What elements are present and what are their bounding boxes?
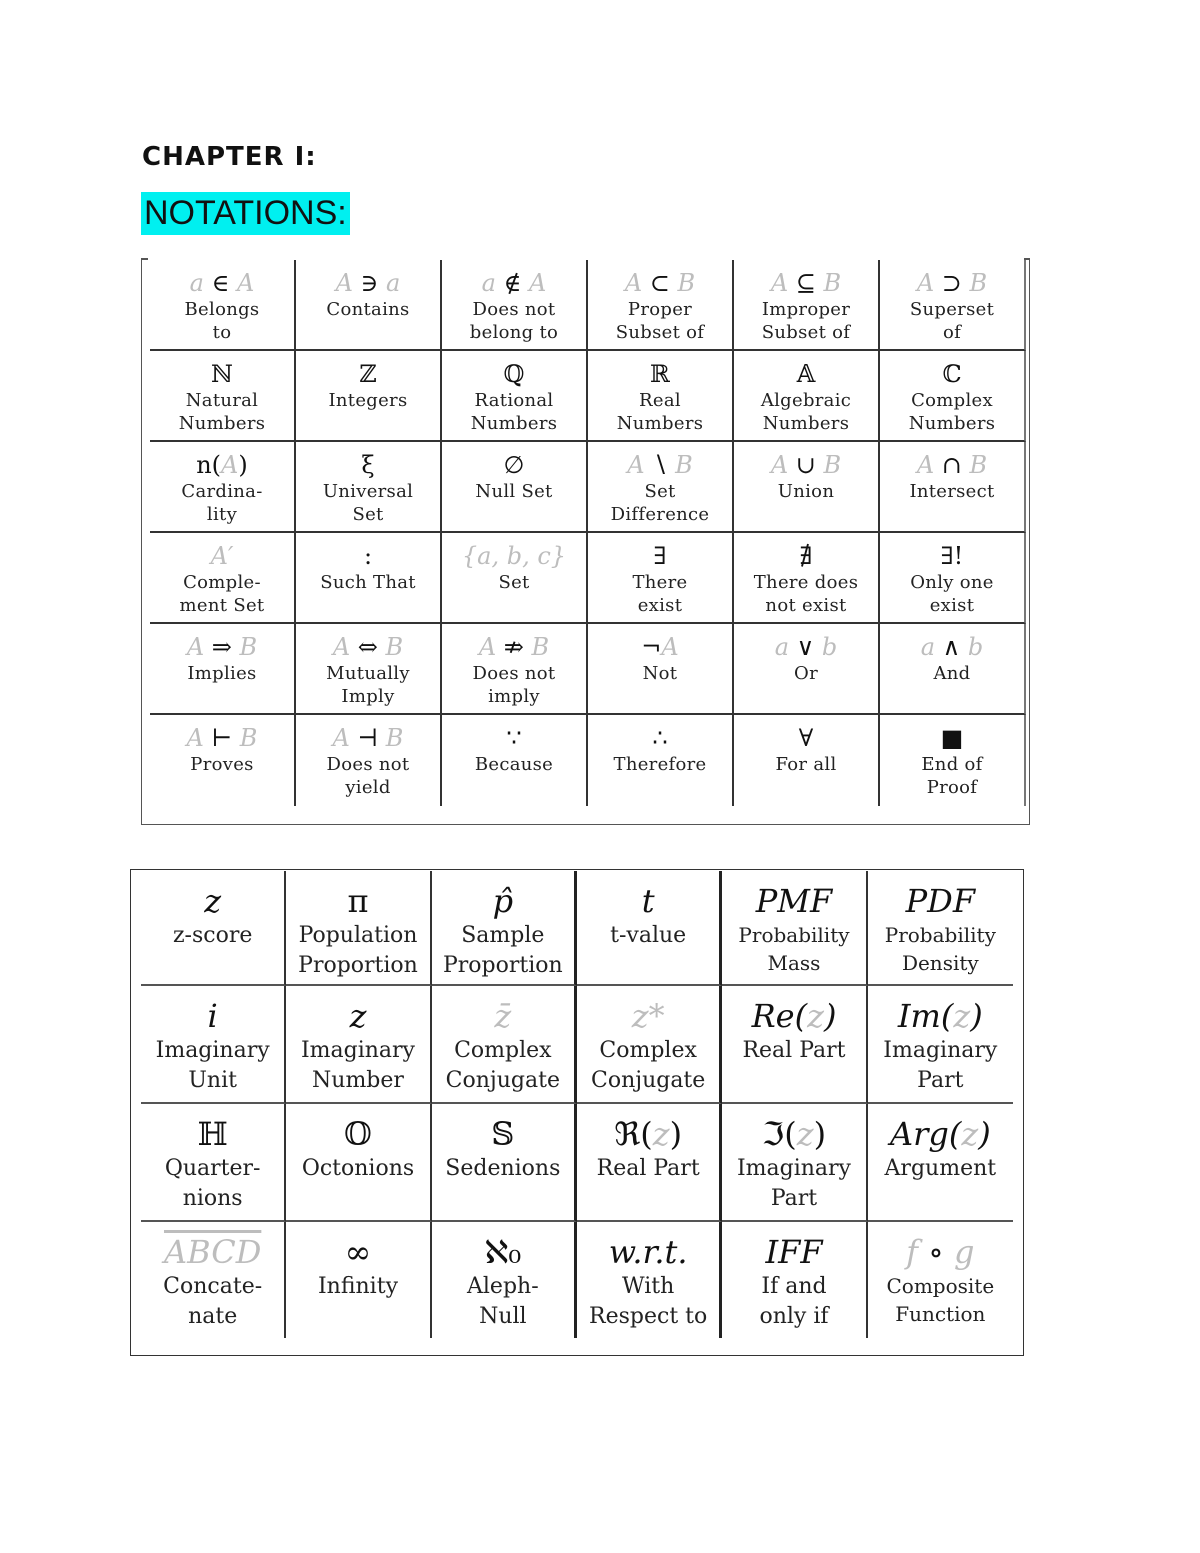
symbol-operand: z [796,1115,814,1153]
notation-label: Imaginary Part [736,1156,851,1211]
symbol-operand: a [189,269,204,297]
notation-symbol [187,723,258,753]
notation-cell [141,1222,286,1338]
symbol-operator: ■ [940,724,964,752]
symbol-operand: A [186,633,205,661]
notation-symbol [650,359,670,389]
symbol-operand: z [961,1115,979,1153]
symbol-operator: n( [196,451,222,479]
symbol-main: f [906,1233,918,1271]
notation-label: If and only if [759,1274,829,1329]
symbol-operand: A′ [210,542,234,570]
notation-symbol [484,1232,521,1272]
notation-symbol [797,359,816,389]
notation-symbol [642,881,655,921]
notation-label: z-score [172,923,253,948]
notation-label: Imaginary Number [300,1038,415,1093]
symbol-operand: B [385,633,404,661]
notation-label: With Respect to [589,1274,708,1329]
notation-cell [588,442,734,533]
symbol-main: π [347,882,369,920]
symbol-main: ℍ [197,1115,228,1153]
symbol-operator: ⊣ [349,724,386,752]
notation-label: Cardina- lity [181,481,263,525]
notation-symbol [898,996,983,1036]
symbol-operand: b [821,633,838,661]
notation-label: Probability Mass [738,923,850,975]
symbol-operator: ∵ [506,724,522,752]
notation-symbol [494,996,511,1036]
notation-symbol [890,1114,991,1154]
symbol-operator: ∋ [353,269,387,297]
symbol-operand: A [332,724,350,752]
symbol-operator: ∨ [789,633,822,661]
symbol-operand: B [385,724,404,752]
section-heading: NOTATIONS: [141,192,350,235]
notation-symbol [906,1232,974,1272]
symbol-operator: ∪ [788,451,824,479]
notation-symbol [479,632,549,662]
symbol-operand: A [221,451,239,479]
symbol-operand: B [239,633,258,661]
notation-label: Intersect [909,481,995,502]
notation-cell [577,1222,722,1338]
notation-label: Proper Subset of [615,299,705,343]
notation-label: Complex Conjugate [445,1038,560,1093]
notation-label: Belongs to [184,299,260,343]
notation-symbol [462,541,566,571]
symbol-main: 𝕆 [344,1115,372,1153]
notation-label: Superset of [909,299,995,343]
notation-symbol [333,723,404,753]
notation-cell [722,871,867,986]
notation-label: Does not imply [472,663,556,707]
symbol-operator: ∈ [203,269,237,297]
notation-symbol [198,1114,228,1154]
notation-cell [880,442,1026,533]
symbol-operator: ⇒ [204,633,240,661]
notation-symbol [164,1232,261,1272]
notation-label: Union [777,481,835,502]
notation-symbol [506,723,521,753]
notation-label: There exist [632,572,688,616]
symbol-operand: a [386,269,401,297]
notation-label: Null Set [475,481,553,502]
notation-symbol [653,541,666,571]
symbol-operator: ) [970,997,983,1035]
notation-symbol [211,359,233,389]
notation-symbol [756,881,833,921]
notation-label: Contains [326,299,410,320]
symbol-main: ℜ( [614,1115,653,1153]
notation-cell [442,351,588,442]
symbol-operator: ¬ [641,633,662,661]
notation-cell [588,624,734,715]
notation-cell [296,351,442,442]
notation-symbol [941,541,964,571]
symbol-operand: {a, b, c} [461,542,567,570]
symbol-main: z [204,882,222,920]
symbol-operator: ℂ [942,360,962,388]
notation-cell [577,871,722,986]
notation-symbol [208,996,218,1036]
symbol-operator: ∉ [495,269,529,297]
symbol-operator: ℝ [650,360,670,388]
notation-label: Natural Numbers [178,390,266,434]
notation-symbol [762,1114,826,1154]
notation-label: For all [775,754,837,775]
notation-cell [722,986,867,1104]
notation-cell [150,533,296,624]
notation-symbol [347,881,368,921]
notation-label: Not [642,663,678,684]
notation-cell [286,871,431,986]
notation-label: Complex Numbers [908,390,996,434]
symbol-operator: ∩ [934,451,970,479]
notation-cell [150,260,296,351]
notation-symbol [775,632,838,662]
notation-label: End of Proof [921,754,983,798]
symbol-operand: A [335,269,353,297]
symbol-operand: B [677,269,696,297]
symbol-operand: A [770,269,789,297]
notation-cell [734,260,880,351]
symbol-operand: z [953,997,971,1035]
symbol-main: PDF [905,882,976,920]
notation-cell [286,1222,431,1338]
notation-cell [296,715,442,806]
notation-label: Set [498,572,530,593]
notation-symbol [196,450,248,480]
notation-symbol [942,359,961,389]
notation-cell [442,533,588,624]
symbol-operand: z [652,1115,670,1153]
notation-symbol [771,268,841,298]
notation-symbol [361,450,374,480]
symbol-operator: ⊢ [203,724,240,752]
symbol-operator: ⇏ [496,633,532,661]
symbol-operator: ∀ [798,724,814,752]
symbol-operand: B [969,269,988,297]
notation-label: Imaginary Part [883,1038,998,1093]
symbol-operand: b [967,633,984,661]
symbol-operator: ∧ [935,633,968,661]
notation-label: Sample Proportion [442,923,563,978]
notation-label: Set Difference [610,481,710,525]
symbol-operand: B [823,269,842,297]
notation-cell [432,1222,577,1338]
notation-cell [150,442,296,533]
notation-symbol [652,723,667,753]
notation-cell [734,624,880,715]
notation-cell [432,871,577,986]
symbol-operator: ξ [361,451,375,479]
symbol-main: w.r.t. [608,1233,688,1271]
notation-symbol [204,881,221,921]
symbol-operator: ⊃ [934,269,970,297]
notation-cell [141,986,286,1104]
symbol-operator: ) [823,997,837,1035]
notation-table-sets-logic [150,260,1026,806]
notation-label: Concate- nate [163,1274,263,1329]
notation-label: Proves [190,754,254,775]
notation-symbol [190,268,255,298]
symbol-main: Arg( [889,1115,962,1153]
notation-cell [880,351,1026,442]
notation-label: Such That [320,572,416,593]
notation-cell [432,1104,577,1222]
symbol-operand: A [916,451,935,479]
symbol-operand: B [675,451,693,479]
notation-cell [588,533,734,624]
symbol-operator: ⊆ [788,269,824,297]
notation-symbol [917,268,987,298]
notation-symbol [359,359,377,389]
notation-cell [150,715,296,806]
symbol-operator: ) [238,451,248,479]
notation-label: Probability Density [884,923,996,975]
symbol-main: p̂ [492,882,514,920]
notation-symbol [482,268,547,298]
notation-cell [868,1104,1013,1222]
symbol-operand: A [770,451,789,479]
notation-symbol [906,881,975,921]
symbol-operand: A [237,269,255,297]
notation-symbol [771,450,841,480]
symbol-operand: g [954,1233,975,1271]
notation-cell [286,1104,431,1222]
notation-label: Composite Function [886,1274,995,1326]
notation-symbol [917,450,987,480]
symbol-operator: ∅ [503,451,525,479]
notation-symbol [364,541,372,571]
notation-label: Octonions [301,1156,415,1181]
notation-cell [296,260,442,351]
symbol-main: ℑ( [761,1115,797,1153]
notation-label: Does not belong to [469,299,559,343]
symbol-main: t [641,882,655,920]
notation-label: Implies [187,663,257,684]
notation-cell [880,624,1026,715]
notation-cell [141,871,286,986]
symbol-operand: A [624,269,643,297]
notation-cell [880,715,1026,806]
notation-symbol [333,632,403,662]
symbol-operator: ∄ [799,542,813,570]
notation-cell [286,986,431,1104]
symbol-operand: A [661,633,679,661]
notation-cell [588,260,734,351]
symbol-operator: ) [813,1115,827,1153]
symbol-operator: ℚ [503,360,525,388]
symbol-operator: 𝔸 [796,360,816,388]
notation-label: Integers [328,390,408,411]
notation-symbol [765,1232,822,1272]
notation-symbol [799,541,812,571]
symbol-main: Im( [897,997,954,1035]
notation-cell [734,351,880,442]
notation-symbol [627,450,693,480]
symbol-operand: A [186,724,204,752]
notation-cell [296,624,442,715]
notation-cell [734,442,880,533]
symbol-operator: ∃ [653,542,667,570]
notation-symbol [350,996,367,1036]
symbol-operand: B [969,451,988,479]
symbol-operand: B [239,724,258,752]
chapter-heading: CHAPTER I: [142,142,317,172]
symbol-operand: a [774,633,790,661]
notation-label: t-value [610,923,687,948]
symbol-main: PMF [755,882,833,920]
symbol-main: ∞ [344,1233,372,1271]
notation-label: Aleph- Null [467,1274,539,1329]
symbol-operand: a [920,633,936,661]
notation-symbol [493,881,513,921]
notation-label: There does not exist [753,572,859,616]
notation-label: Does not yield [326,754,410,798]
notation-symbol [641,632,678,662]
notation-cell [141,1104,286,1222]
symbol-main: i [207,997,218,1035]
symbol-operand: A [478,633,497,661]
symbol-operand: A [627,451,645,479]
notation-cell [150,624,296,715]
notation-label: And [933,663,971,684]
notation-cell [150,351,296,442]
notation-label: Complex Conjugate [591,1038,706,1093]
notation-cell [868,1222,1013,1338]
notation-cell [577,986,722,1104]
notation-label: Universal Set [322,481,414,525]
symbol-main: Re( [751,997,808,1035]
notation-label: Real Part [596,1156,700,1181]
notation-cell [868,986,1013,1104]
notation-cell [722,1104,867,1222]
notation-label: Therefore [613,754,707,775]
symbol-operator: ∖ [644,451,676,479]
symbol-operator: ℕ [211,360,233,388]
symbol-operator: ∴ [652,724,668,752]
symbol-main: z [349,997,367,1035]
notation-symbol [344,1114,372,1154]
symbol-operand: A [916,269,935,297]
notation-label: Rational Numbers [470,390,558,434]
notation-symbol [187,632,257,662]
symbol-operator: ) [669,1115,683,1153]
notation-label: Imaginary Unit [155,1038,270,1093]
notation-cell [442,715,588,806]
notation-label: Population Proportion [298,923,418,978]
notation-cell [880,260,1026,351]
notation-label: Real Part [742,1038,846,1063]
notation-cell [432,986,577,1104]
symbol-operator: ) [978,1115,991,1153]
symbol-operand: A [529,269,547,297]
symbol-operator: ⊂ [642,269,678,297]
symbol-operand: z [807,997,824,1035]
symbol-operand: A [332,633,351,661]
notation-symbol [799,723,813,753]
notation-label: Sedenions [445,1156,561,1181]
notation-symbol [625,268,695,298]
symbol-main: z̄ [494,997,512,1035]
notation-symbol [632,996,665,1036]
notation-symbol [336,268,401,298]
symbol-operator: ℤ [359,360,377,388]
symbol-operand: B [531,633,550,661]
symbol-operand: a [481,269,496,297]
notation-label: Mutually Imply [326,663,410,707]
symbol-operator: ⇔ [350,633,386,661]
notation-cell [577,1104,722,1222]
notation-cell [442,260,588,351]
symbol-operator: : [363,542,373,570]
symbol-operator: ∃! [940,542,964,570]
notation-cell [442,624,588,715]
notation-symbol [941,723,964,753]
notation-label: Comple- ment Set [179,572,265,616]
symbol-main: ABCD [163,1233,262,1271]
notation-label: Improper Subset of [761,299,851,343]
notation-table-stats-complex [141,871,1013,1338]
notation-label: Real Numbers [616,390,704,434]
notation-cell [296,533,442,624]
notation-cell [442,442,588,533]
symbol-main: ℵ₀ [484,1233,522,1271]
notation-label: Quarter- nions [164,1156,261,1211]
symbol-main: IFF [765,1233,823,1271]
symbol-operand: B [823,451,842,479]
symbol-operator: ∘ [917,1233,955,1271]
notation-label: Infinity [317,1274,398,1299]
notation-symbol [211,541,234,571]
notation-cell [588,351,734,442]
notation-cell [722,1222,867,1338]
notation-cell [296,442,442,533]
notation-cell [588,715,734,806]
notation-label: Only one exist [910,572,994,616]
notation-symbol [921,632,984,662]
notation-cell [734,533,880,624]
symbol-main: 𝕊 [491,1115,515,1153]
symbol-main: z* [631,997,665,1035]
notation-cell [734,715,880,806]
notation-symbol [752,996,837,1036]
notation-label: Argument [884,1156,997,1181]
notation-cell [880,533,1026,624]
notation-label: Algebraic Numbers [760,390,852,434]
notation-label: Because [474,754,554,775]
notation-symbol [345,1232,372,1272]
notation-symbol [504,450,525,480]
notation-symbol [609,1232,688,1272]
notation-symbol [614,1114,682,1154]
notation-cell [868,871,1013,986]
notation-symbol [491,1114,514,1154]
notation-symbol [504,359,525,389]
notation-label: Or [794,663,818,684]
